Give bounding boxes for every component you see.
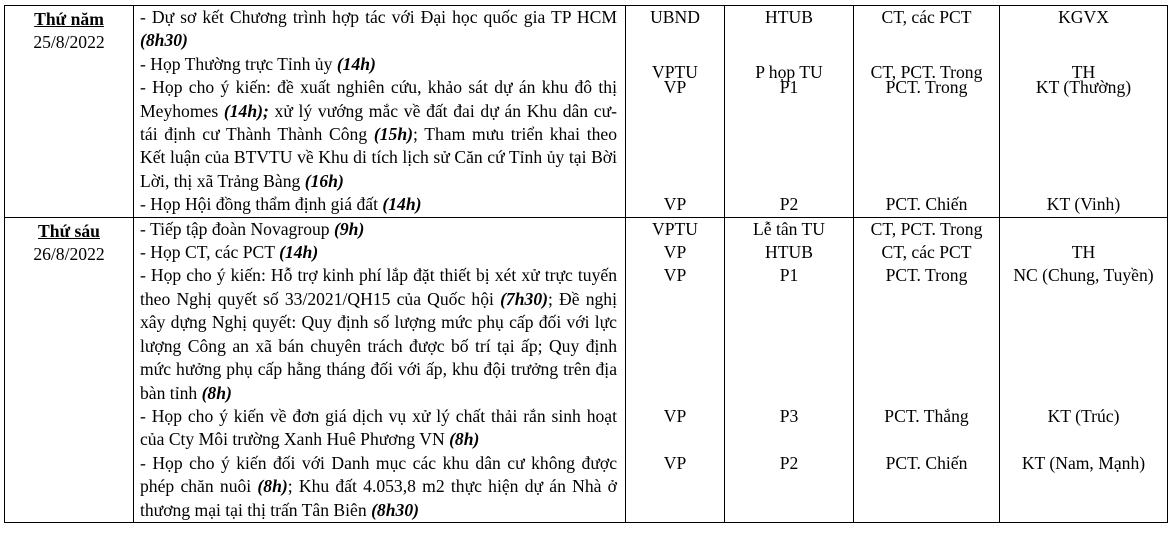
agenda-text: - Họp cho ý kiến đối với Danh mục các khu dân cư không được phép chăn nuôi xyxy=(140,452,617,497)
unit-column xyxy=(626,217,725,522)
schedule-table xyxy=(4,5,1168,523)
unit-column xyxy=(626,6,725,218)
prep-column xyxy=(1000,6,1168,218)
agenda-item xyxy=(134,6,617,53)
time-text: (8h) xyxy=(449,429,480,450)
leader-cell: PCT. Thắng xyxy=(884,405,969,426)
prep-cell: KT (Trúc) xyxy=(1047,405,1120,426)
leader-cell: CT, các PCT xyxy=(881,7,972,27)
agenda-text: ; Khu đất 4.053,8 m2 thực hiện dự án Nhà ở thương mại tại thị trấn Tân Biên xyxy=(140,476,617,520)
agenda-item xyxy=(134,405,617,452)
prep-cell: KT (Vinh) xyxy=(1046,194,1121,215)
leader-cell: PCT. Trong xyxy=(885,265,968,286)
time-text: (14h) xyxy=(336,53,376,74)
leader-cell: PCT. Chiến xyxy=(885,194,968,215)
leader-cell: PCT. Trong xyxy=(885,77,968,98)
prep-column xyxy=(1000,217,1168,522)
place-cell: P2 xyxy=(779,194,799,215)
time-text: (8h) xyxy=(201,382,232,403)
day-row xyxy=(5,6,1168,218)
agenda-text: xử lý vướng mắc về đất đai dự án Khu dân cư-tái định cư Thành Thành Công xyxy=(140,100,617,145)
agenda-item xyxy=(134,193,617,216)
unit-cell: UBND xyxy=(650,7,700,27)
agenda-item xyxy=(134,76,617,193)
agenda-item xyxy=(134,452,617,522)
time-text: (16h) xyxy=(304,170,344,191)
agenda-text: ; Đề nghị xây dựng Nghị quyết: Quy định số lượng mức phụ cấp đối với lực lượng Công an xã bán chuyên trách được bố trí tại ấp; Quy định mức hưởng phụ cấp hằng tháng đối với ấp, khu đội trưởng trên địa bàn tỉnh xyxy=(140,288,617,403)
leader-column xyxy=(854,217,1000,522)
agenda-text: - Tiếp tập đoàn Novagroup xyxy=(140,218,335,239)
day-row xyxy=(5,217,1168,522)
unit-cell: VP xyxy=(663,405,687,426)
agenda-text: ; Tham mưu triển khai theo Kết luận của BTVTU về Khu di tích lịch sử Căn cứ Tỉnh ủy tại Bời Lời, thị xã Trảng Bàng xyxy=(140,124,617,191)
place-cell: P3 xyxy=(779,405,799,426)
time-text: (15h) xyxy=(373,124,413,145)
content-column xyxy=(134,6,626,218)
agenda-item xyxy=(134,53,617,76)
day-name: Thứ năm xyxy=(34,9,104,29)
place-column xyxy=(725,6,854,218)
prep-cell: KGVX xyxy=(1058,7,1109,27)
time-text: (8h30) xyxy=(140,30,188,51)
day-cell xyxy=(5,217,134,522)
place-cell: P1 xyxy=(779,265,799,286)
place-column xyxy=(725,217,854,522)
agenda-text: - Họp CT, các PCT xyxy=(140,242,280,263)
agenda-text: - Dự sơ kết Chương trình hợp tác với Đại học quốc gia TP HCM xyxy=(140,7,617,27)
day-date: 26/8/2022 xyxy=(33,244,105,265)
prep-cell: KT (Nam, Mạnh) xyxy=(1021,452,1146,473)
unit-cell: VPTU xyxy=(652,218,698,239)
agenda-item xyxy=(134,241,617,264)
prep-cell: TH xyxy=(1071,61,1096,82)
unit-cell: VP xyxy=(663,77,687,98)
time-text: (8h) xyxy=(257,476,288,497)
day-cell xyxy=(5,6,134,218)
content-column xyxy=(134,217,626,522)
leader-cell: CT, các PCT xyxy=(881,242,972,263)
prep-cell: TH xyxy=(1071,242,1096,263)
leader-cell: CT, PCT. Trong xyxy=(870,218,983,239)
place-cell: Lễ tân TU xyxy=(753,218,825,239)
place-cell: HTUB xyxy=(765,242,813,263)
place-cell: P2 xyxy=(779,452,799,473)
place-cell: P1 xyxy=(779,77,799,98)
agenda-item xyxy=(134,218,617,241)
agenda-text: - Họp cho ý kiến: đề xuất nghiên cứu, khảo sát dự án khu đô thị Meyhomes xyxy=(140,77,617,121)
leader-cell: PCT. Chiến xyxy=(885,452,968,473)
unit-cell: VP xyxy=(663,242,687,263)
day-date: 25/8/2022 xyxy=(33,32,105,53)
place-cell: P họp TU xyxy=(755,61,823,82)
agenda-text: - Họp Hội đồng thẩm định giá đất xyxy=(140,194,383,215)
time-text: (9h) xyxy=(334,218,365,239)
agenda-text: - Họp Thường trực Tỉnh ủy xyxy=(140,53,337,74)
time-text: (7h30) xyxy=(500,288,548,309)
unit-cell: VP xyxy=(663,194,687,215)
time-text: (14h) xyxy=(382,194,422,215)
leader-cell: CT, PCT. Trong xyxy=(870,61,983,82)
day-name: Thứ sáu xyxy=(38,220,100,241)
prep-cell xyxy=(1000,218,1167,241)
unit-cell: VP xyxy=(663,452,687,473)
place-cell: HTUB xyxy=(765,7,813,27)
leader-column xyxy=(854,6,1000,218)
schedule-body xyxy=(5,6,1168,523)
time-text: (8h30) xyxy=(371,499,419,520)
time-text: (14h); xyxy=(223,100,269,121)
unit-cell: VPTU xyxy=(652,61,698,82)
unit-cell: VP xyxy=(663,265,687,286)
prep-cell: KT (Thường) xyxy=(1035,77,1132,98)
agenda-text: - Họp cho ý kiến về đơn giá dịch vụ xử lý chất thải rắn sinh hoạt của Cty Môi trường Xanh Huê Phương VN xyxy=(140,405,617,450)
agenda-text: - Họp cho ý kiến: Hỗ trợ kinh phí lắp đặt thiết bị xét xử trực tuyến theo Nghị quyết số 33/2021/QH15 của Quốc hội xyxy=(140,265,617,309)
prep-cell: NC (Chung, Tuyền) xyxy=(1013,265,1154,286)
agenda-item xyxy=(134,264,617,404)
time-text: (14h) xyxy=(279,242,319,263)
